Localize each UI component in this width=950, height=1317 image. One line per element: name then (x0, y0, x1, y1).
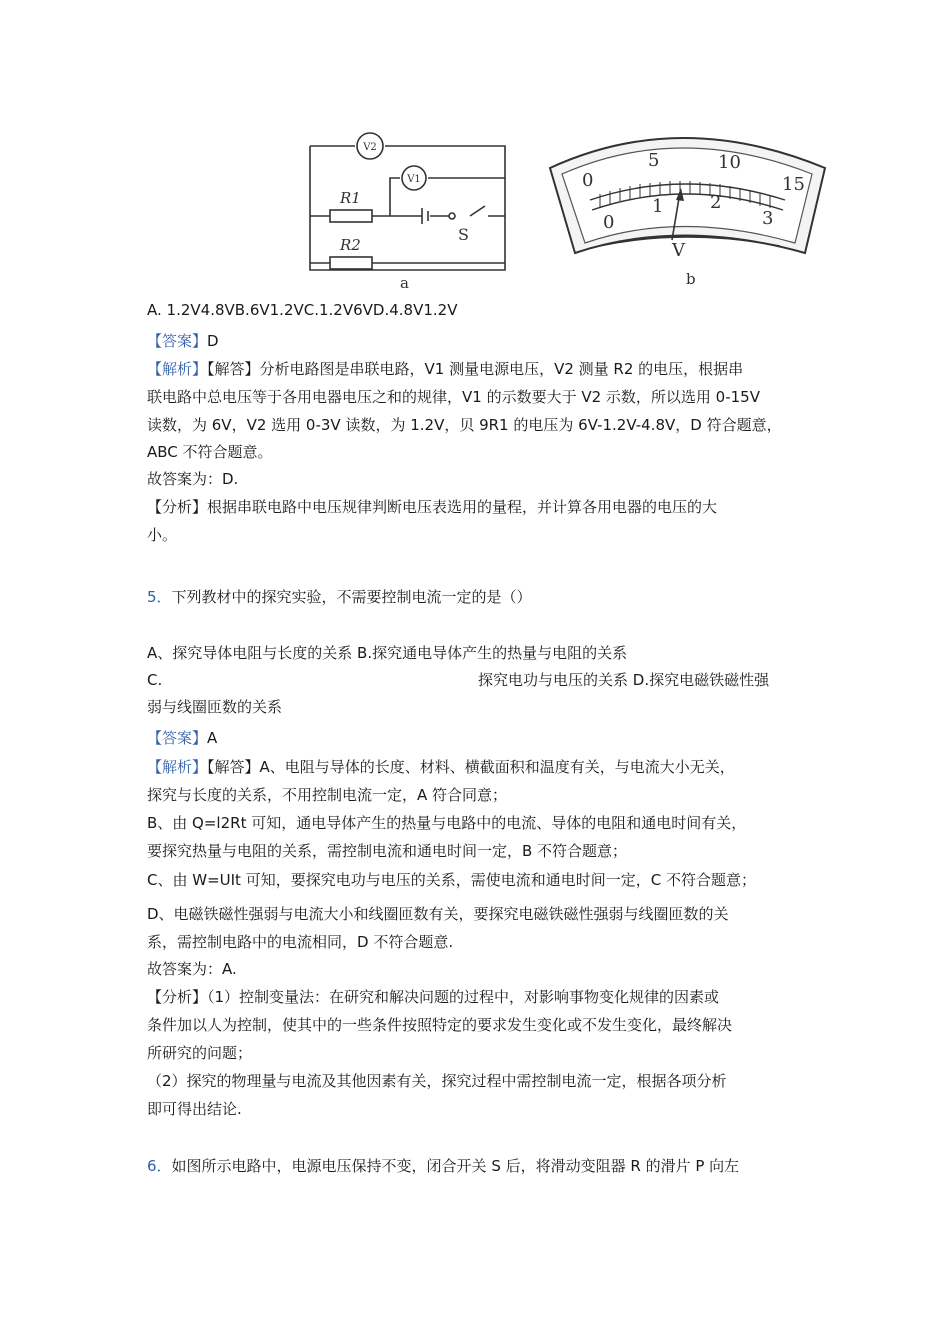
answer-tag: 【答案】 (147, 332, 208, 350)
outer-scale-10: 10 (718, 152, 741, 173)
question-number: 5． (147, 588, 172, 606)
meter-v2-label: V2 (363, 142, 377, 153)
q5-option-c-label: C. (147, 671, 163, 689)
q5-analysis-line-5: C、由 W=UIt 可知，要探究电功与电压的关系，需使电流和通电时间一定，C 不符合题意； (147, 871, 756, 889)
analysis-tag: 【解析】 (147, 758, 208, 776)
inner-scale-2: 2 (710, 192, 722, 213)
q5-analysis-line-2: 探究与长度的关系，不用控制电流一定，A 符合同意； (147, 786, 508, 804)
analysis-tag: 【解析】 (147, 360, 208, 378)
q5-option-a-b: A、探究导体电阻与长度的关系 B.探究通电导体产生的热量与电阻的关系 (147, 644, 628, 662)
q4-analysis-line-2: 联电路中总电压等于各用电器电压之和的规律，V1 的示数要大于 V2 示数，所以选用 0-15V (147, 388, 760, 406)
q5-stem (147, 583, 817, 611)
q5-summary-line-3: 所研究的问题； (147, 1044, 253, 1062)
answer-value: A (207, 729, 218, 747)
analysis-text: 【解答】分析电路图是串联电路，V1 测量电源电压，V2 测量 R2 的电压，根据串 (207, 360, 744, 378)
meter-unit: V (672, 240, 685, 261)
figures (300, 128, 840, 298)
inner-scale-3: 3 (762, 208, 774, 229)
r2-label: R2 (340, 236, 361, 254)
switch-label: S (458, 225, 469, 244)
q4-summary-line-2: 小。 (147, 526, 178, 544)
outer-scale-5: 5 (648, 150, 660, 171)
q4-analysis-line-4: ABC 不符合题意。 (147, 443, 273, 461)
q5-analysis-line-3: B、由 Q=l2Rt 可知，通电导体产生的热量与电路中的电流、导体的电阻和通电时间有关， (147, 814, 747, 832)
q5-option-c-d: 探究电功与电压的关系 D.探究电磁铁磁性强 (478, 671, 770, 689)
question-text: 如图所示电路中，电源电压保持不变，闭合开关 S 后，将滑动变阻器 R 的滑片 P 向左 (171, 1157, 740, 1175)
q5-analysis-line-7: 系，需控制电路中的电流相同，D 不符合题意. (147, 933, 454, 951)
q4-analysis-line-3: 读数，为 6V，V2 选用 0-3V 读数，为 1.2V，贝 9R1 的电压为 6V-1.2V-4.8V，D 符合题意， (147, 416, 782, 434)
meter-v1-label: V1 (407, 174, 421, 185)
q4-answer (147, 327, 817, 355)
q5-analysis-line-6: D、电磁铁磁性强弱与电流大小和线圈匝数有关，要探究电磁铁磁性强弱与线圈匝数的关 (147, 905, 729, 923)
answer-tag: 【答案】 (147, 729, 208, 747)
figure-b-caption: b (686, 270, 696, 288)
answer-value: D (207, 332, 219, 350)
r1-label: R1 (340, 189, 361, 207)
question-number: 6． (147, 1157, 172, 1175)
q4-summary-line-1: 【分析】根据串联电路中电压规律判断电压表选用的量程，并计算各用电器的电压的大 (147, 498, 718, 516)
inner-scale-1: 1 (652, 196, 664, 217)
q5-summary-line-1: 【分析】（1）控制变量法：在研究和解决问题的过程中，对影响事物变化规律的因素或 (147, 988, 720, 1006)
analysis-text: 【解答】A、电阻与导体的长度、材料、横截面积和温度有关，与电流大小无关， (207, 758, 735, 776)
q5-analysis-line-4: 要探究热量与电阻的关系，需控制电流和通电时间一定，B 不符合题意； (147, 842, 628, 860)
question-text: 下列教材中的探究实验，不需要控制电流一定的是（） (171, 588, 532, 606)
q5-option-d-cont: 弱与线圈匝数的关系 (147, 698, 283, 716)
voltmeter-dial (550, 138, 825, 253)
q5-summary-line-2: 条件加以人为控制，使其中的一些条件按照特定的要求发生变化或不发生变化，最终解决 (147, 1016, 733, 1034)
q4-options: A. 1.2V4.8VB.6V1.2VC.1.2V6VD.4.8V1.2V (147, 301, 458, 319)
q5-summary-line-5: 即可得出结论. (147, 1100, 242, 1118)
q5-final-answer: 故答案为：A. (147, 960, 237, 978)
figure-a-caption: a (400, 274, 409, 292)
q5-answer (147, 724, 817, 752)
q4-analysis-line-1 (147, 355, 817, 383)
q5-summary-line-4: （2）探究的物理量与电流及其他因素有关，探究过程中需控制电流一定，根据各项分析 (147, 1072, 727, 1090)
outer-scale-0: 0 (582, 170, 594, 191)
outer-scale-15: 15 (782, 174, 805, 195)
q5-analysis-line-1 (147, 753, 817, 781)
inner-scale-0: 0 (603, 212, 615, 233)
q4-final-answer: 故答案为：D. (147, 470, 239, 488)
q6-stem (147, 1152, 817, 1180)
